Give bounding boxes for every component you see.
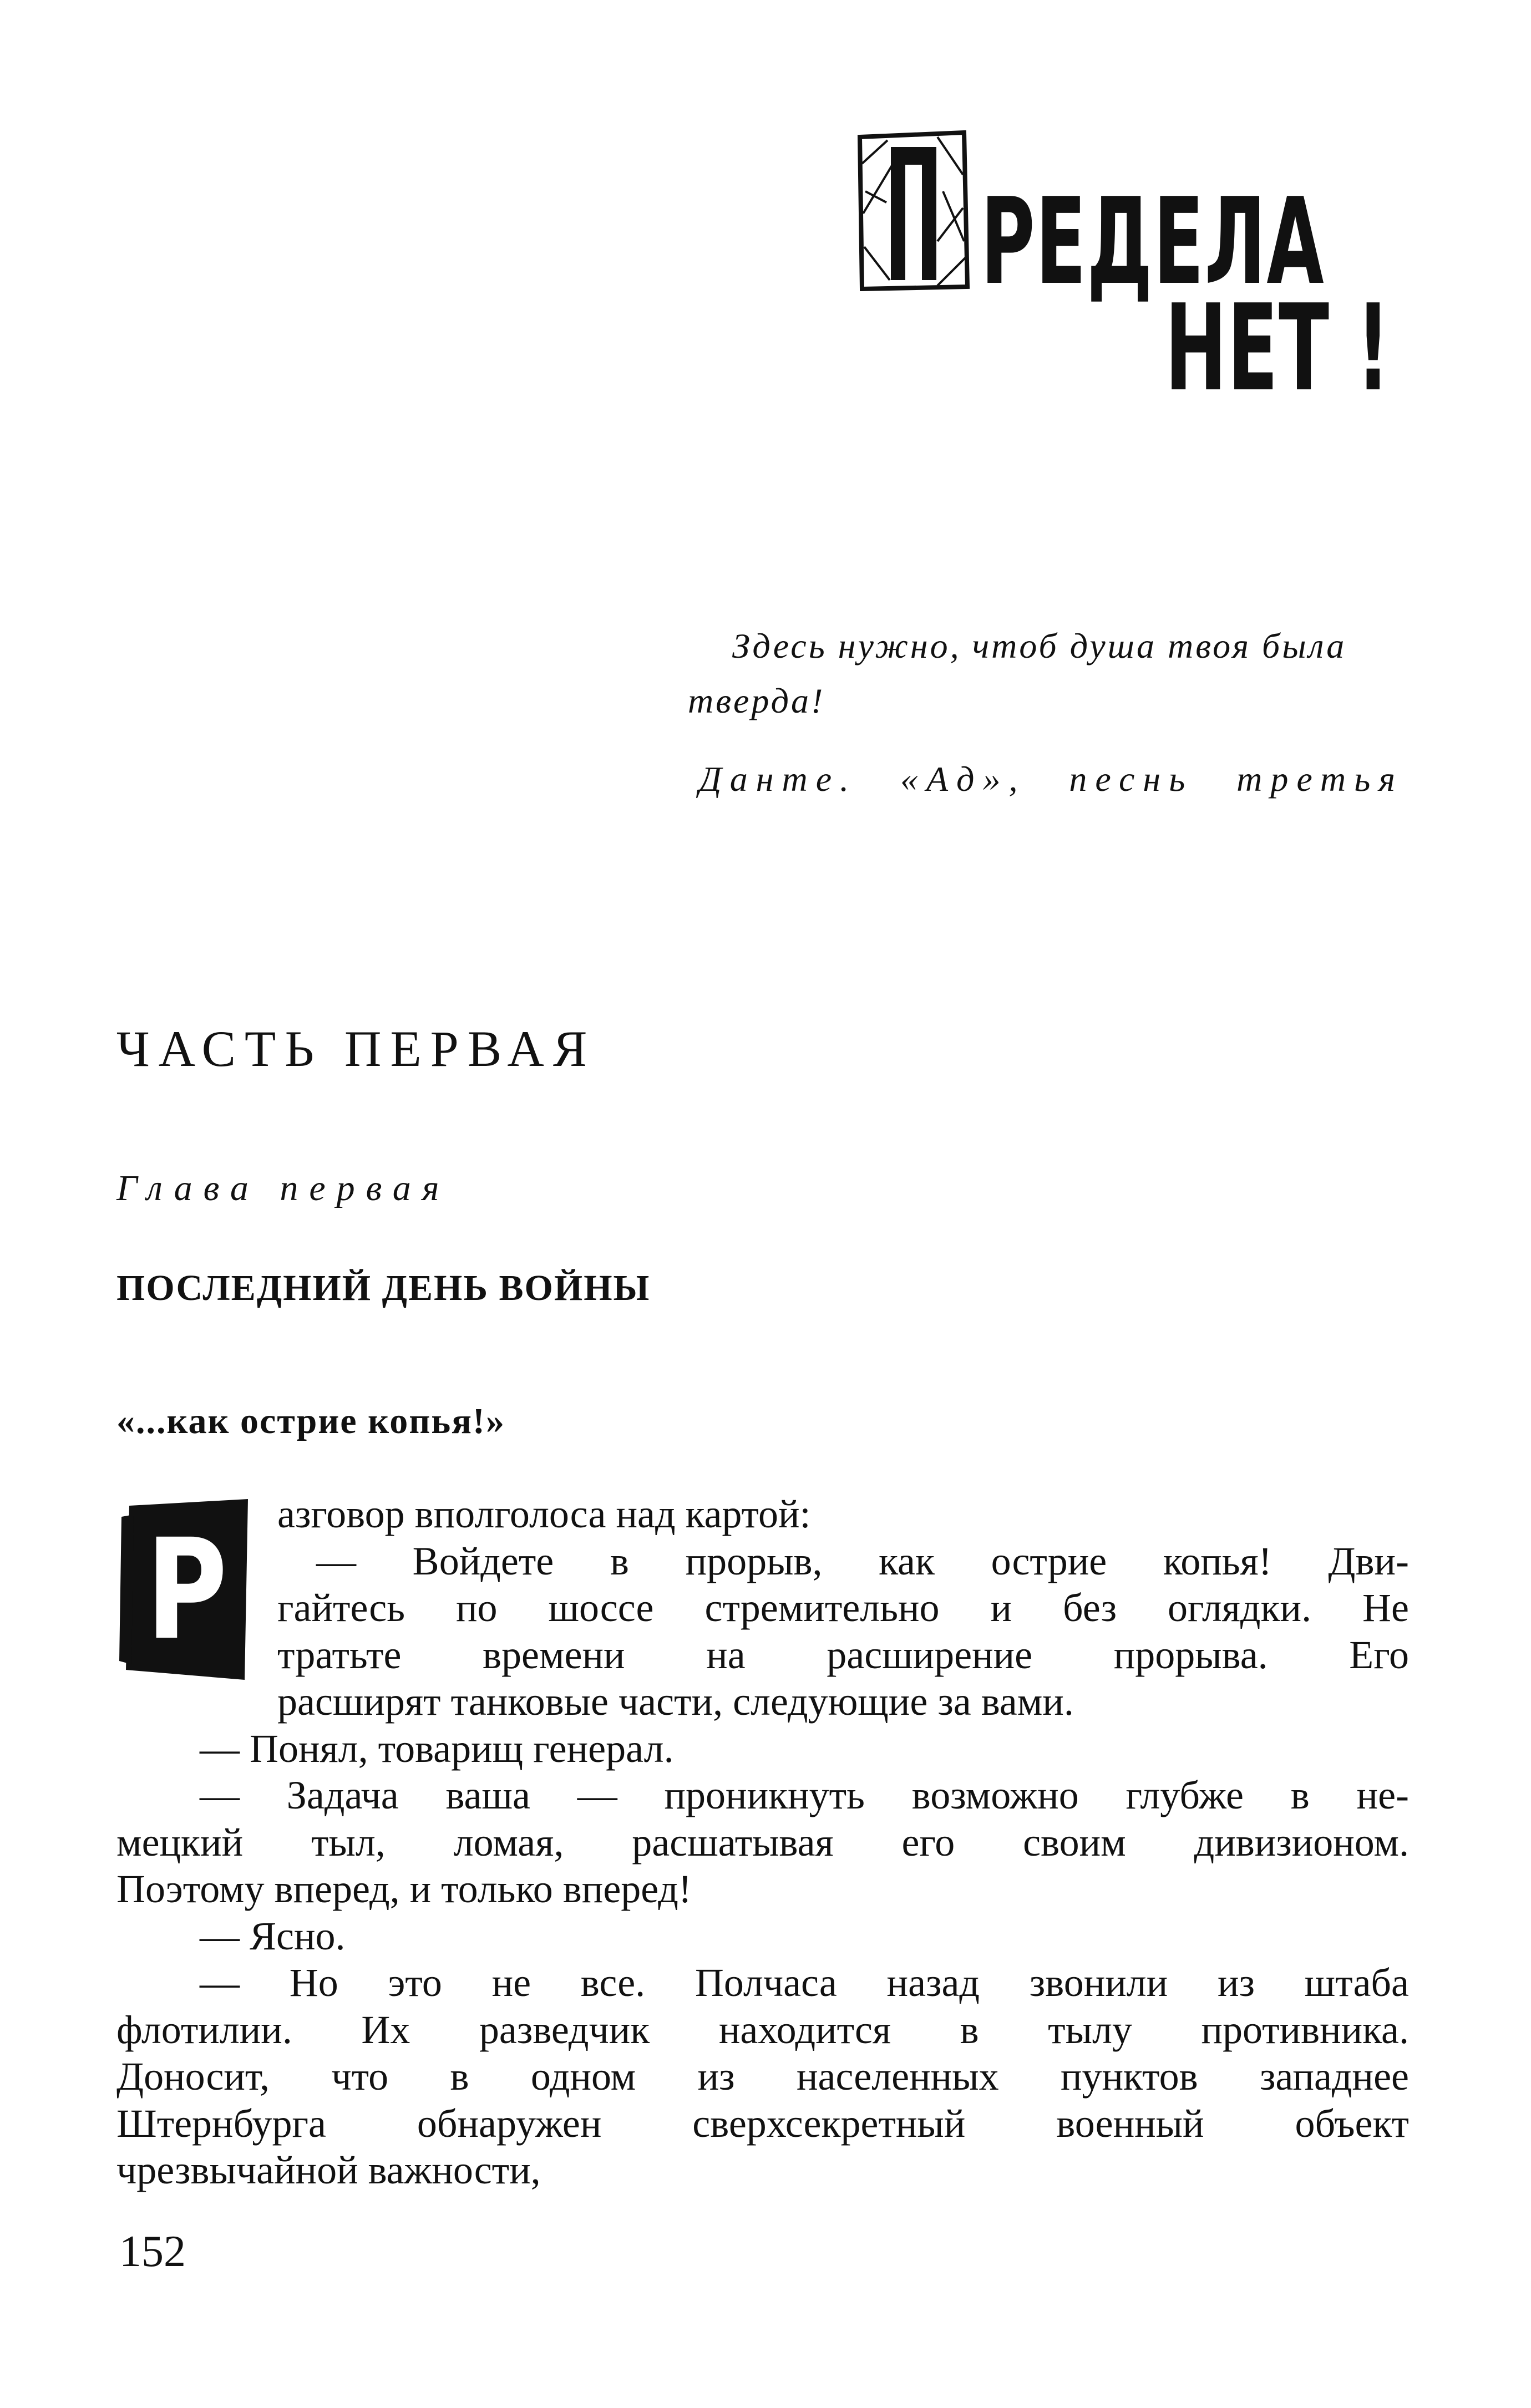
drop-cap-letter: Р [146, 1510, 227, 1671]
body-line: азговор вполголоса над картой: [277, 1492, 811, 1536]
chapter-label: Глава первая [116, 1168, 450, 1208]
body-line: расширят танковые части, следующие за вами. [277, 1679, 1074, 1724]
title-line-2: НЕТ ! [1165, 278, 1391, 418]
body-text [116, 1491, 1409, 2194]
body-line: флотилии. Их разведчик находится в тылу противника. [116, 2007, 1409, 2052]
page-number: 152 [119, 2227, 186, 2276]
epigraph-source: Данте. «Ад», песнь третья [699, 759, 1403, 799]
epigraph-quote: Здесь нужно, чтоб душа твоя была тверда! [688, 626, 1347, 721]
body-line: мецкий тыл, ломая, расшатывая его своим дивизионом. [116, 1820, 1409, 1865]
body-line: гайтесь по шоссе стремительно и без оглядки. Не [277, 1586, 1409, 1630]
title-initial-ornament [854, 130, 971, 291]
ornament-frame-icon [854, 130, 971, 291]
section-title: «...как острие копья!» [116, 1401, 505, 1441]
body-line: тратьте времени на расширение прорыва. Его [277, 1632, 1409, 1677]
body-line: чрезвычайной важности, [116, 2148, 541, 2192]
body-line: — Но это не все. Полчаса назад звонили из штаба [200, 1960, 1409, 2005]
body-line: — Ясно. [200, 1913, 346, 1958]
body-line: — Войдете в прорыв, как острие копья! Дви- [316, 1538, 1409, 1583]
body-line: Поэтому вперед, и только вперед! [116, 1867, 692, 1911]
part-heading: ЧАСТЬ ПЕРВАЯ [116, 1020, 596, 1077]
body-line: — Понял, товарищ генерал. [200, 1726, 674, 1771]
title-block [854, 116, 1391, 427]
body-line: Штернбурга обнаружен сверхсекретный военный объект [116, 2101, 1409, 2146]
title-line-1: РЕДЕЛА [981, 172, 1325, 311]
body-line: Доносит, что в одном из населенных пунктов западнее [116, 2054, 1409, 2099]
body-line: — Задача ваша — проникнуть возможно глубже в не- [200, 1773, 1409, 1817]
title-initial-letter [854, 291, 855, 292]
chapter-title: ПОСЛЕДНИЙ ДЕНЬ ВОЙНЫ [116, 1268, 651, 1308]
